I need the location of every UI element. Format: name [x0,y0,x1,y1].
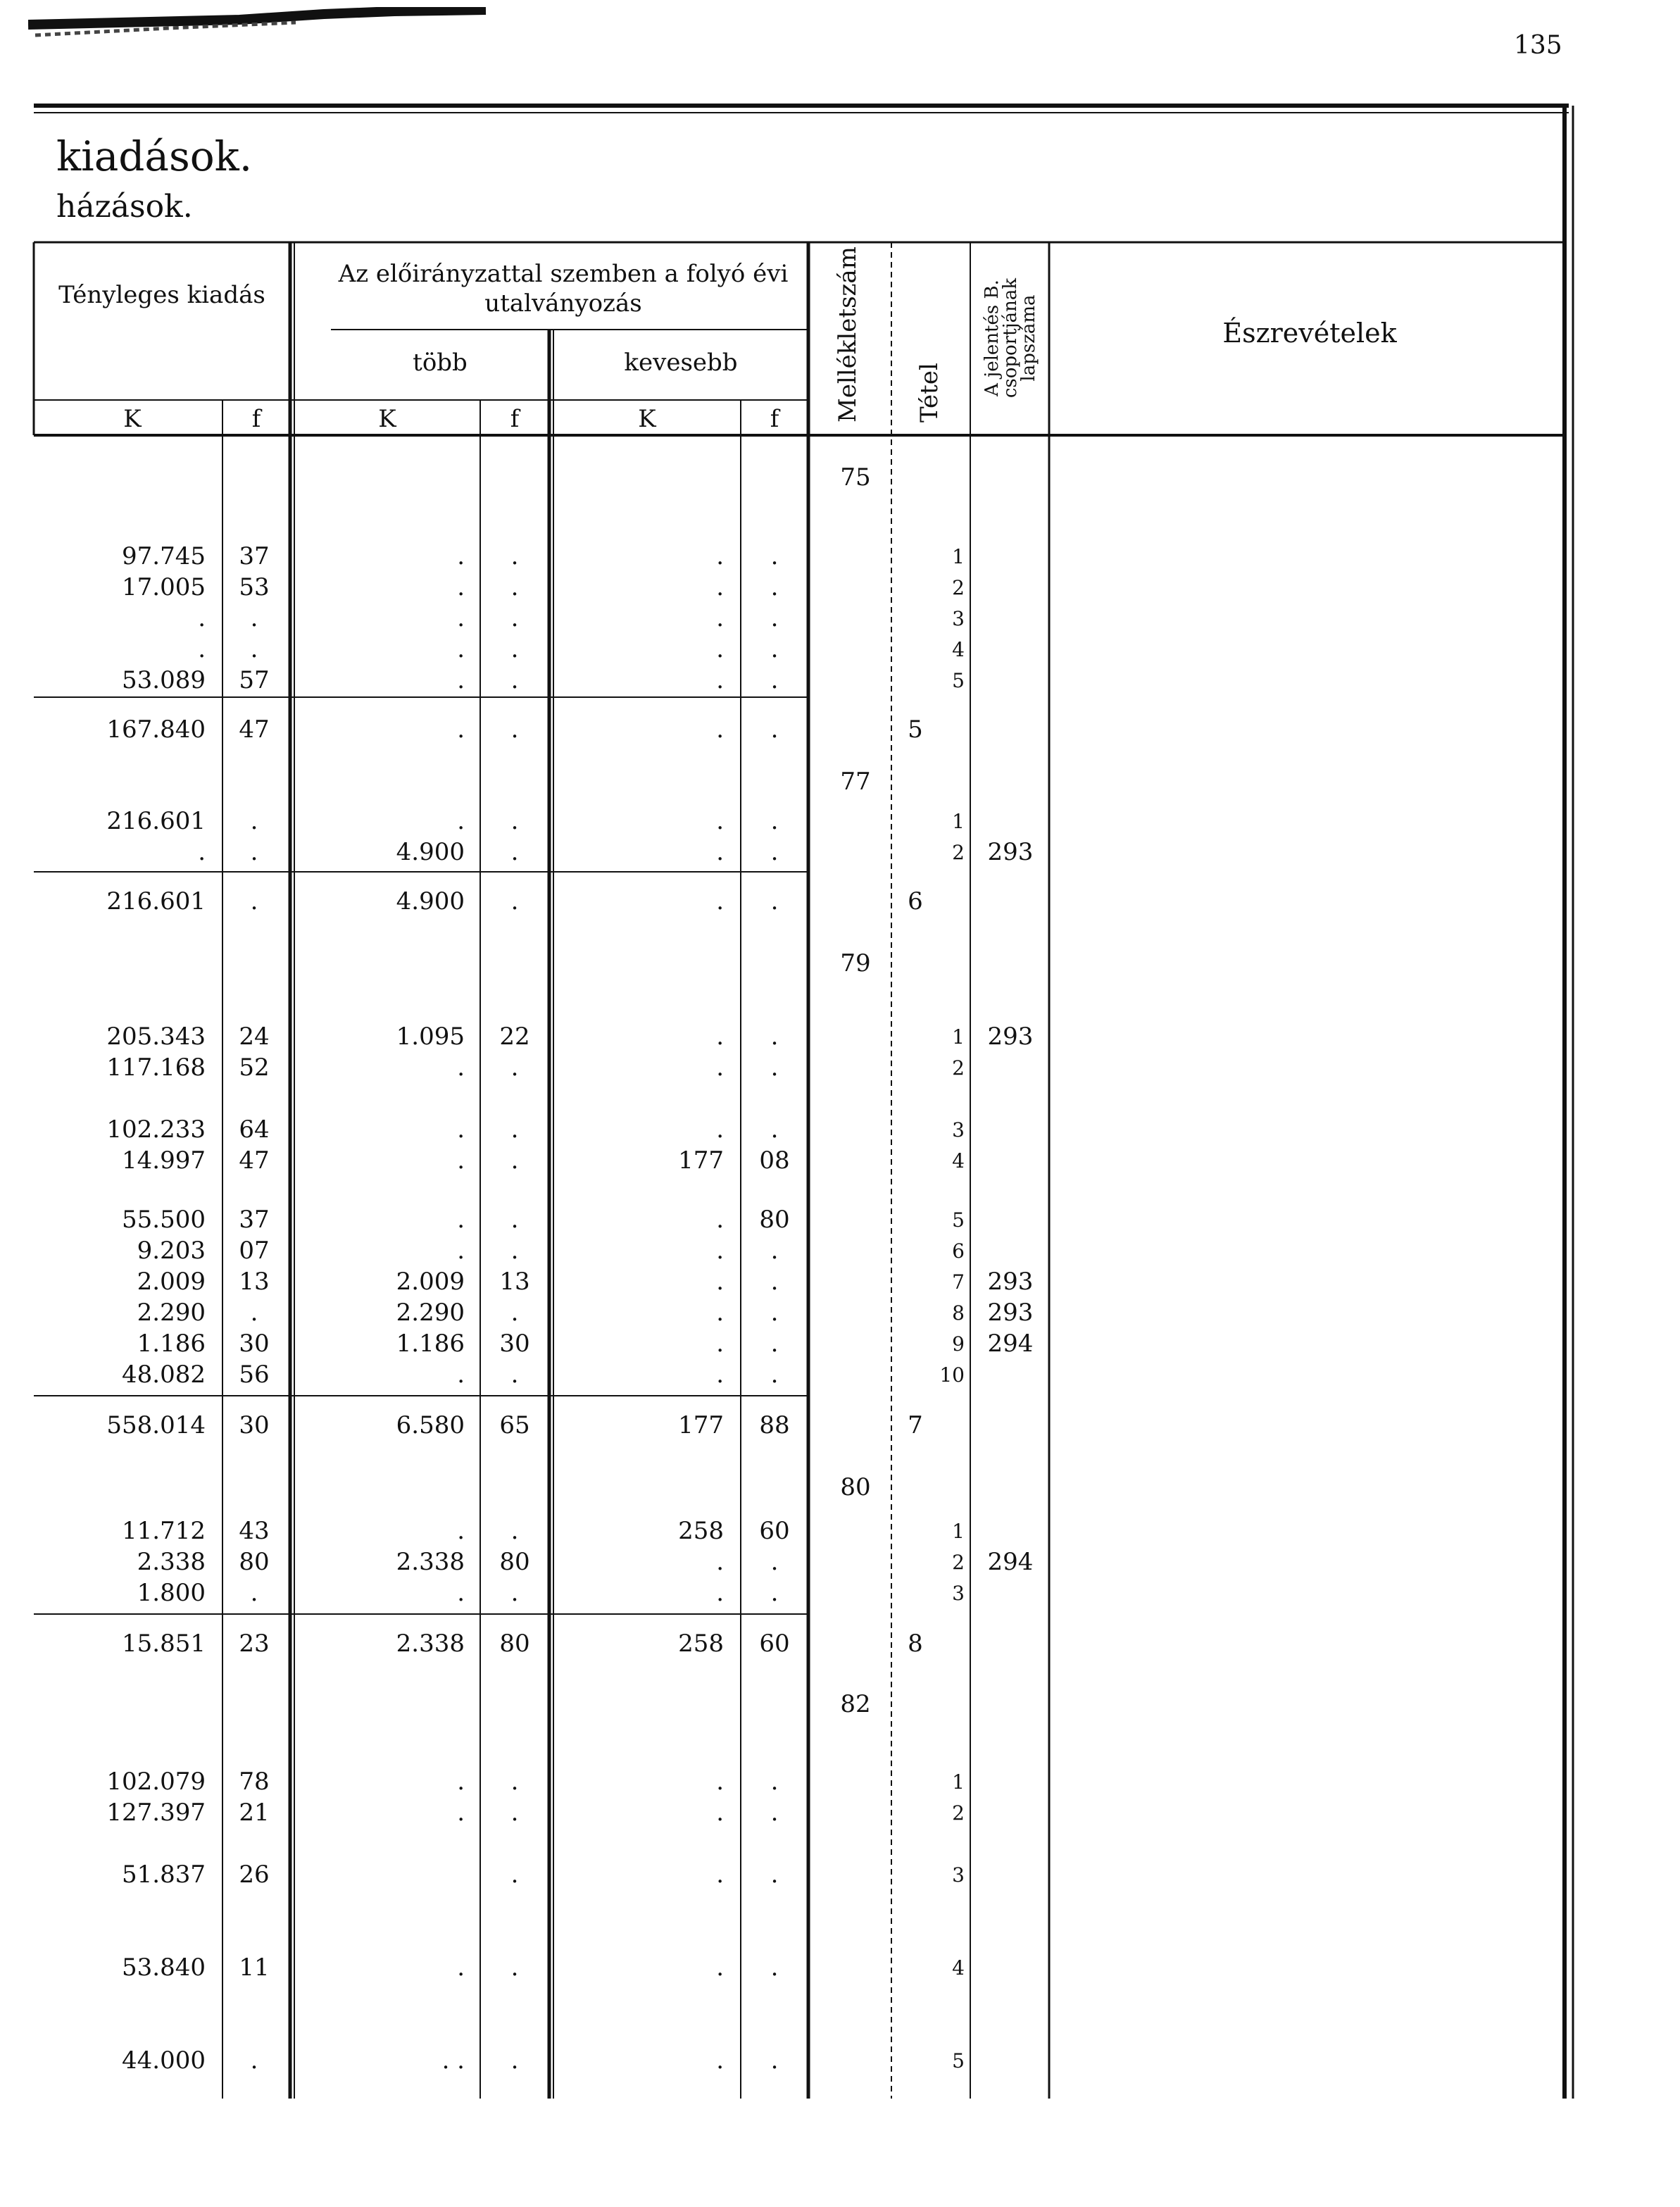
actual-k-cell: 127.397 [106,1799,206,1827]
header-item: Tétel [915,363,944,423]
actual-k-cell: 2.290 [137,1299,206,1327]
less-f-cell: . [770,2046,779,2075]
report-page-number: 293 [987,1299,1034,1327]
more-f-cell: 13 [499,1268,530,1296]
attachment-number: 80 [840,1473,871,1501]
subtotal-number: 8 [908,1630,923,1658]
item-number: 2 [952,1551,965,1574]
more-f-cell: . [510,715,519,744]
attachment-number: 82 [840,1690,871,1718]
actual-f-cell: . [250,1299,258,1327]
item-number: 3 [952,607,965,630]
header-actual: Tényleges kiadás [58,281,265,309]
more-f-cell: 65 [499,1411,530,1439]
actual-k-cell: 2.338 [137,1548,206,1576]
less-k-cell: . [716,2046,724,2075]
more-k-cell: . [457,604,465,632]
less-k-cell: . [716,1548,724,1576]
page-title: kiadások. [56,132,253,180]
more-k-cell: . . [441,2046,465,2075]
actual-f-cell: . [250,635,258,663]
less-f-cell: 60 [759,1517,790,1545]
actual-k-cell: 102.079 [106,1768,206,1796]
actual-k-cell: 51.837 [122,1861,206,1889]
header-more: több [413,349,468,377]
actual-k-cell: 102.233 [106,1115,206,1144]
less-k-cell: . [716,887,724,915]
actual-k-cell: 53.840 [122,1953,206,1982]
actual-f-cell: 26 [239,1861,270,1889]
actual-k-cell: 2.009 [137,1268,206,1296]
item-number: 8 [952,1301,965,1325]
more-k-cell: 1.186 [396,1330,465,1358]
more-f-cell: . [510,1054,519,1082]
less-f-cell: 88 [759,1411,790,1439]
less-k-cell: . [716,1953,724,1982]
actual-f-cell: 37 [239,1206,270,1234]
less-k-cell: . [716,1268,724,1296]
less-f-cell: . [770,573,779,601]
more-k-cell: . [457,1799,465,1827]
item-number: 5 [952,669,965,692]
actual-k-cell: 55.500 [122,1206,206,1234]
subtotal-number: 7 [908,1411,923,1439]
header-comparison: Az előirányzattal szemben a folyó évi utalványozás [338,260,789,318]
report-page-number: 293 [987,1023,1034,1051]
item-number: 2 [952,1056,965,1080]
more-f-cell: . [510,1768,519,1796]
less-k-cell: 177 [678,1411,724,1439]
item-number: 1 [952,1770,965,1794]
less-k-cell: . [716,604,724,632]
item-number: 2 [952,841,965,864]
page-number: 135 [1514,31,1562,60]
actual-f-cell: 24 [239,1023,270,1051]
actual-f-cell: 30 [239,1330,270,1358]
subtotal-number: 6 [908,887,923,915]
actual-k-cell: . [198,838,206,866]
less-f-cell: . [770,1861,779,1889]
more-f-cell: . [510,573,519,601]
more-k-cell: 2.009 [396,1268,465,1296]
more-k-cell: 2.338 [396,1548,465,1576]
less-k-cell: . [716,807,724,835]
item-number: 4 [952,1956,965,1980]
less-f-cell: . [770,1361,779,1389]
actual-f-cell: 37 [239,542,270,570]
actual-k-cell: 15.851 [122,1630,206,1658]
less-f-cell: . [770,1237,779,1265]
more-f-cell: . [510,1146,519,1175]
less-f-cell: . [770,1799,779,1827]
more-f-cell: . [510,807,519,835]
more-f-cell: . [510,604,519,632]
item-number: 1 [952,810,965,833]
less-k-cell: . [716,1054,724,1082]
item-number: 1 [952,1520,965,1543]
more-k-cell: . [457,1206,465,1234]
actual-f-cell: 47 [239,1146,270,1175]
more-k-cell: . [457,1237,465,1265]
more-k-cell: . [457,1579,465,1607]
less-f-cell: . [770,666,779,694]
actual-f-cell: 56 [239,1361,270,1389]
actual-k-cell: 14.997 [122,1146,206,1175]
more-f-cell: . [510,887,519,915]
more-f-cell: . [510,1361,519,1389]
more-f-cell: 22 [499,1023,530,1051]
actual-k-cell: 216.601 [106,807,206,835]
actual-k-cell: 558.014 [106,1411,206,1439]
less-k-cell: . [716,715,724,744]
more-k-cell: 4.900 [396,887,465,915]
more-k-cell: . [457,1361,465,1389]
less-f-cell: . [770,1299,779,1327]
actual-f-cell: 21 [239,1799,270,1827]
item-number: 4 [952,638,965,661]
actual-f-cell: 47 [239,715,270,744]
actual-k-cell: 11.712 [122,1517,206,1545]
less-k-cell: . [716,1361,724,1389]
more-f-cell: . [510,1115,519,1144]
less-f-cell: . [770,887,779,915]
item-number: 10 [939,1363,965,1387]
actual-f-cell: 80 [239,1548,270,1576]
actual-k-cell: 1.800 [137,1579,206,1607]
more-k-cell: . [457,1054,465,1082]
less-k-cell: 258 [678,1630,724,1658]
less-f-cell: . [770,1953,779,1982]
less-k-cell: . [716,1115,724,1144]
report-page-number: 293 [987,838,1034,866]
more-k-cell: 1.095 [396,1023,465,1051]
more-k-cell: 6.580 [396,1411,465,1439]
actual-f-cell: 43 [239,1517,270,1545]
actual-k-cell: 48.082 [122,1361,206,1389]
less-f-cell: . [770,635,779,663]
less-k-cell: . [716,1330,724,1358]
more-k-cell: . [457,635,465,663]
subtotal-number: 5 [908,715,923,744]
more-f-cell: . [510,1579,519,1607]
actual-f-cell: . [250,887,258,915]
actual-f-cell: 13 [239,1268,270,1296]
less-k-cell: . [716,838,724,866]
header-less: kevesebb [624,349,738,377]
header-actual-f: f [251,405,261,433]
less-k-cell: . [716,635,724,663]
header-more-f: f [510,405,520,433]
actual-k-cell: . [198,604,206,632]
actual-k-cell: 216.601 [106,887,206,915]
less-f-cell: 08 [759,1146,790,1175]
less-k-cell: . [716,666,724,694]
item-number: 9 [952,1332,965,1356]
less-f-cell: . [770,1023,779,1051]
more-k-cell: 2.338 [396,1630,465,1658]
actual-k-cell: 117.168 [106,1054,206,1082]
header-less-k: K [638,405,656,433]
actual-k-cell: 97.745 [122,542,206,570]
actual-f-cell: 64 [239,1115,270,1144]
less-f-cell: . [770,1579,779,1607]
less-k-cell: . [716,1861,724,1889]
more-f-cell: . [510,1861,519,1889]
attachment-number: 77 [840,768,871,796]
less-f-cell: . [770,807,779,835]
actual-k-cell: 205.343 [106,1023,206,1051]
actual-f-cell: 53 [239,573,270,601]
less-k-cell: . [716,1579,724,1607]
attachment-number: 79 [840,949,871,977]
more-k-cell: . [457,1953,465,1982]
report-page-number: 293 [987,1268,1034,1296]
header-actual-k: K [123,405,142,433]
more-f-cell: . [510,1799,519,1827]
less-f-cell: . [770,1768,779,1796]
less-f-cell: 60 [759,1630,790,1658]
actual-f-cell: . [250,604,258,632]
less-f-cell: . [770,542,779,570]
actual-k-cell: 167.840 [106,715,206,744]
less-k-cell: . [716,1237,724,1265]
actual-f-cell: 23 [239,1630,270,1658]
more-k-cell: . [457,715,465,744]
less-f-cell: 80 [759,1206,790,1234]
actual-f-cell: 57 [239,666,270,694]
actual-k-cell: 9.203 [137,1237,206,1265]
more-k-cell: 2.290 [396,1299,465,1327]
more-k-cell: . [457,1146,465,1175]
item-number: 7 [952,1270,965,1294]
less-k-cell: . [716,573,724,601]
header-more-k: K [378,405,396,433]
header-report-page: A jelentés B. csoportjának lapszáma [982,277,1039,399]
less-f-cell: . [770,1548,779,1576]
page-subtitle: házások. [56,189,193,225]
less-k-cell: . [716,1799,724,1827]
less-f-cell: . [770,715,779,744]
actual-f-cell: . [250,838,258,866]
less-k-cell: . [716,1299,724,1327]
more-k-cell: 4.900 [396,838,465,866]
actual-k-cell: 53.089 [122,666,206,694]
more-f-cell: . [510,1237,519,1265]
less-k-cell: 258 [678,1517,724,1545]
item-number: 2 [952,1801,965,1825]
header-attachment: Mellékletszám [834,246,862,423]
more-f-cell: . [510,1953,519,1982]
item-number: 1 [952,545,965,568]
more-k-cell: . [457,573,465,601]
more-f-cell: 80 [499,1548,530,1576]
actual-f-cell: 52 [239,1054,270,1082]
more-k-cell: . [457,542,465,570]
more-f-cell: . [510,1206,519,1234]
actual-k-cell: . [198,635,206,663]
report-page-number: 294 [987,1330,1034,1358]
item-number: 3 [952,1863,965,1887]
actual-f-cell: 07 [239,1237,270,1265]
item-number: 5 [952,1208,965,1232]
item-number: 6 [952,1239,965,1263]
more-k-cell: . [457,1115,465,1144]
actual-k-cell: 44.000 [122,2046,206,2075]
attachment-number: 75 [840,463,871,492]
actual-f-cell: 11 [239,1953,270,1982]
less-f-cell: . [770,604,779,632]
more-f-cell: . [510,1517,519,1545]
less-f-cell: . [770,1115,779,1144]
less-k-cell: 177 [678,1146,724,1175]
item-number: 5 [952,2049,965,2072]
less-f-cell: . [770,1268,779,1296]
item-number: 3 [952,1118,965,1142]
more-f-cell: 30 [499,1330,530,1358]
less-k-cell: . [716,542,724,570]
actual-f-cell: 78 [239,1768,270,1796]
more-f-cell: . [510,2046,519,2075]
header-remarks: Észrevételek [1222,318,1397,349]
more-f-cell: . [510,666,519,694]
item-number: 4 [952,1149,965,1173]
less-f-cell: . [770,1330,779,1358]
less-f-cell: . [770,1054,779,1082]
more-k-cell: . [457,807,465,835]
less-k-cell: . [716,1768,724,1796]
less-f-cell: . [770,838,779,866]
actual-k-cell: 17.005 [122,573,206,601]
item-number: 1 [952,1025,965,1049]
report-page-number: 294 [987,1548,1034,1576]
more-f-cell: 80 [499,1630,530,1658]
actual-f-cell: . [250,2046,258,2075]
actual-f-cell: . [250,807,258,835]
more-k-cell: . [457,666,465,694]
item-number: 2 [952,576,965,599]
actual-f-cell: 30 [239,1411,270,1439]
more-f-cell: . [510,635,519,663]
item-number: 3 [952,1582,965,1605]
more-f-cell: . [510,1299,519,1327]
actual-k-cell: 1.186 [137,1330,206,1358]
more-k-cell: . [457,1768,465,1796]
header-less-f: f [770,405,779,433]
actual-f-cell: . [250,1579,258,1607]
less-k-cell: . [716,1206,724,1234]
more-f-cell: . [510,838,519,866]
more-k-cell: . [457,1517,465,1545]
less-k-cell: . [716,1023,724,1051]
more-f-cell: . [510,542,519,570]
